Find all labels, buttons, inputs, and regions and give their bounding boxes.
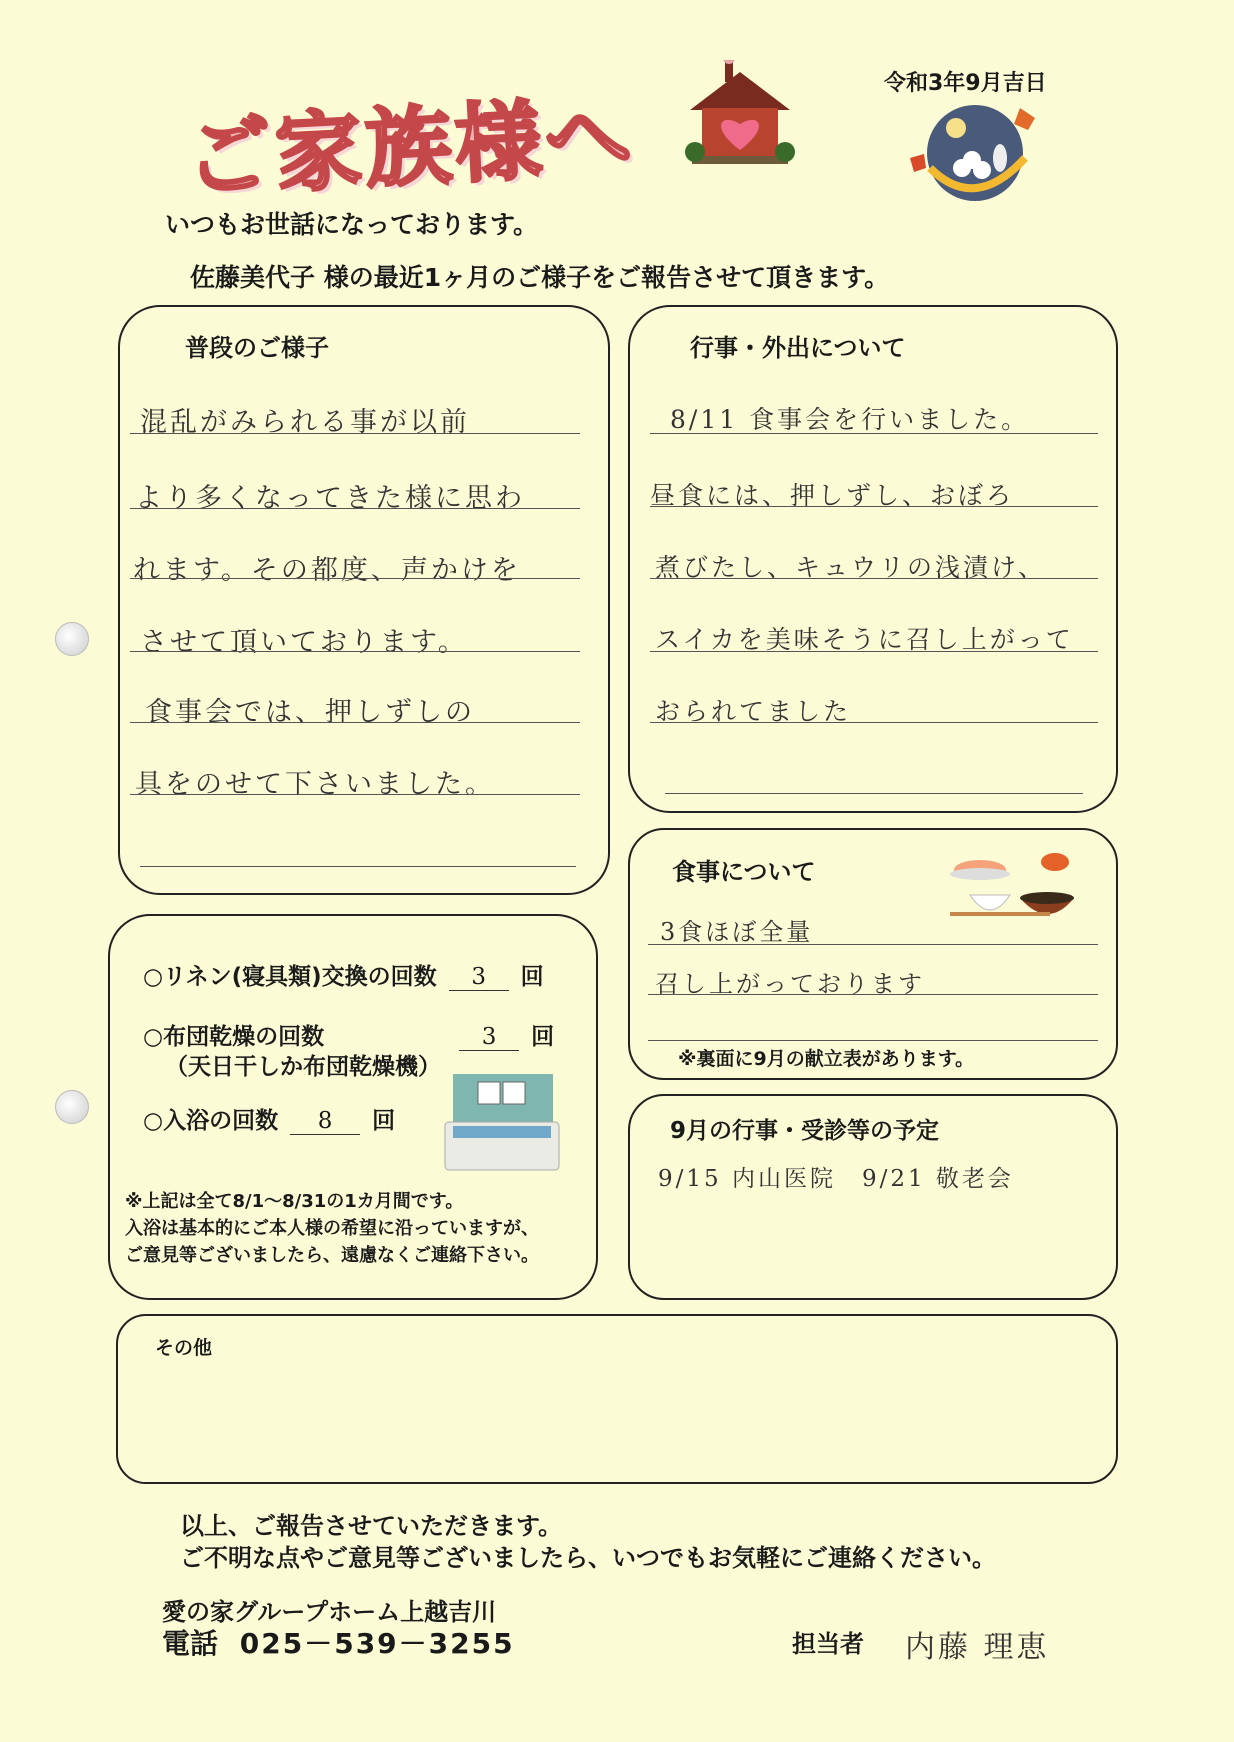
phone-row	[162, 1622, 515, 1662]
daily-line-2: より多くなってきた様に思わ	[135, 483, 525, 514]
meals-rule	[648, 994, 1098, 995]
schedule-entry: 9/15 内山医院 9/21 敬老会	[658, 1166, 1014, 1192]
counts-note-2: 入浴は基本的にご本人様の希望に沿っていますが、	[125, 1218, 539, 1239]
events-rule	[650, 651, 1098, 652]
bath-value: 8	[290, 1108, 360, 1135]
bath-count	[143, 1102, 395, 1135]
staff-name: 内藤 理恵	[905, 1630, 1050, 1665]
daily-rule	[130, 578, 580, 579]
meals-line-2: 召し上がっております	[655, 970, 925, 998]
daily-line-4: させて頂いております。	[140, 627, 468, 658]
linen-label: ○リネン(寝具類)交換の回数	[143, 964, 437, 990]
daily-rule	[130, 508, 580, 509]
page-title: ご家族様へ	[183, 86, 638, 210]
linen-count	[143, 958, 544, 991]
daily-rule	[130, 722, 580, 723]
daily-line-5: 食事会では、押しずしの	[145, 697, 475, 728]
other-title: その他	[155, 1337, 213, 1359]
punch-hole	[55, 622, 89, 656]
events-rule	[665, 793, 1083, 794]
futon-label: ○布団乾燥の回数	[143, 1024, 325, 1050]
count-unit: 回	[372, 1108, 396, 1134]
futon-sub: （天日干しか布団乾燥機）	[165, 1054, 441, 1080]
bathtub-icon	[443, 1072, 561, 1172]
daily-rule	[130, 433, 580, 434]
other-box	[116, 1314, 1118, 1484]
house-heart-icon	[680, 60, 800, 170]
phone-label: 電話	[162, 1627, 219, 1660]
greeting-line-1: いつもお世話になっております。	[165, 210, 539, 239]
events-line-4: スイカを美味そうに召し上がって	[655, 625, 1074, 654]
daily-line-3: れます。その都度、声かけを	[133, 555, 521, 586]
meals-line-1: 3食ほぼ全量	[660, 918, 814, 946]
footer-line-2: ご不明な点やご意見等ございましたら、いつでもお気軽にご連絡ください。	[180, 1544, 996, 1572]
bath-label: ○入浴の回数	[143, 1108, 279, 1134]
events-rule	[650, 433, 1098, 434]
count-unit: 回	[520, 964, 544, 990]
events-rule	[650, 722, 1098, 723]
futon-count	[143, 1018, 554, 1051]
meals-note: ※裏面に9月の献立表があります。	[678, 1048, 975, 1070]
daily-rule	[130, 651, 580, 652]
futon-value: 3	[459, 1024, 519, 1051]
counts-note-3: ご意見等ございましたら、遠慮なくご連絡下さい。	[125, 1245, 539, 1266]
meals-rule	[648, 1040, 1098, 1041]
daily-line-1: 混乱がみられる事が以前	[140, 407, 470, 438]
meal-tray-icon	[940, 850, 1080, 930]
daily-rule	[140, 866, 576, 867]
autumn-moon-icon	[900, 98, 1050, 208]
count-unit: 回	[531, 1024, 555, 1050]
org-name: 愛の家グループホーム上越吉川	[162, 1598, 497, 1626]
meals-rule	[648, 944, 1098, 945]
meals-title: 食事について	[672, 858, 816, 886]
events-line-3: 煮びたし、キュウリの浅漬け、	[655, 553, 1047, 582]
staff-label: 担当者	[792, 1630, 864, 1658]
schedule-title: 9月の行事・受診等の予定	[670, 1118, 940, 1144]
events-line-2: 昼食には、押しずし、おぼろ	[650, 481, 1015, 510]
report-date: 令和3年9月吉日	[884, 71, 1047, 96]
linen-value: 3	[449, 964, 509, 991]
events-line-5: おられてました	[655, 697, 852, 726]
events-rule	[650, 578, 1098, 579]
punch-hole	[55, 1090, 89, 1124]
events-line-1: 8/11 食事会を行いました。	[670, 405, 1030, 434]
daily-rule	[130, 794, 580, 795]
daily-line-6: 具をのせて下さいました。	[135, 769, 495, 800]
counts-note	[125, 1188, 539, 1269]
events-title: 行事・外出について	[690, 334, 906, 362]
counts-note-1: ※上記は全て8/1～8/31の1カ月間です。	[125, 1191, 464, 1212]
daily-box	[118, 305, 610, 895]
events-rule	[650, 506, 1098, 507]
greeting-line-2: 佐藤美代子 様の最近1ヶ月のご様子をご報告させて頂きます。	[190, 263, 890, 292]
daily-title: 普段のご様子	[185, 334, 329, 362]
phone-number: 025－539－3255	[239, 1627, 515, 1660]
footer-line-1: 以上、ご報告させていただきます。	[180, 1512, 563, 1540]
